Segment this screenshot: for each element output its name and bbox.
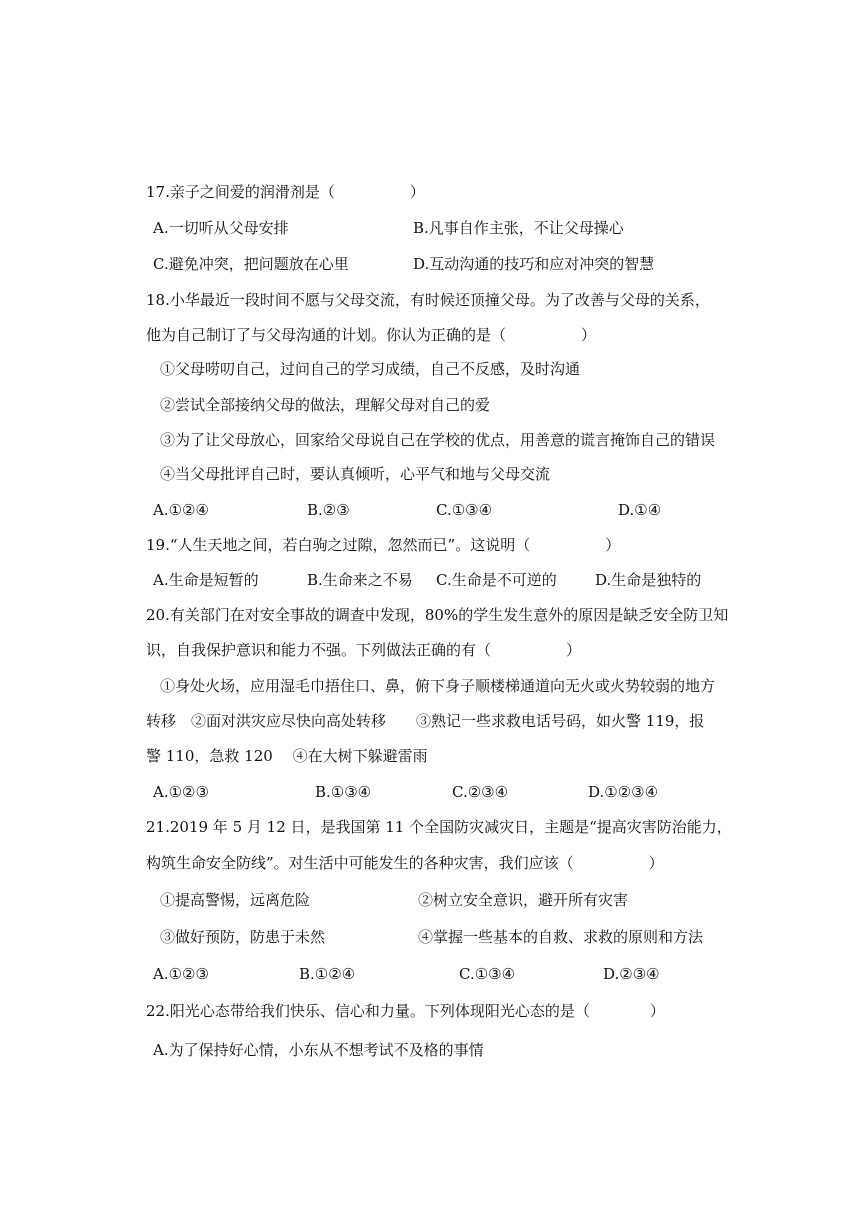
question-21-option-a: A.①②③	[153, 965, 209, 983]
question-21-option-b: B.①②④	[299, 965, 356, 983]
question-18-option-a: A.①②④	[153, 501, 209, 519]
question-19-option-c: C.生命是不可逆的	[436, 571, 557, 589]
question-18-item-1: ①父母唠叨自己，过问自己的学习成绩，自己不反感，及时沟通	[160, 360, 581, 378]
question-20-option-d: D.①②③④	[588, 783, 659, 801]
question-17-option-b: B.凡事自作主张，不让父母操心	[413, 219, 624, 237]
question-20-stem-line-1: 20.有关部门在对安全事故的调查中发现，80%的学生发生意外的原因是缺乏安全防卫知	[146, 606, 729, 624]
question-18-option-b: B.②③	[307, 501, 350, 519]
question-18-stem-line-1: 18.小华最近一段时间不愿与父母交流，有时候还顶撞父母。为了改善与父母的关系，	[146, 291, 710, 309]
question-21-option-d: D.②③④	[603, 965, 660, 983]
question-18-item-3: ③为了让父母放心，回家给父母说自己在学校的优点，用善意的谎言掩饰自己的错误	[160, 431, 716, 449]
question-19-option-a: A.生命是短暂的	[153, 571, 259, 589]
question-20-option-c: C.②③④	[452, 783, 509, 801]
question-21-option-c: C.①③④	[459, 965, 516, 983]
question-18-item-2: ②尝试全部接纳父母的做法，理解父母对自己的爱	[160, 396, 491, 414]
question-22-stem: 22.阳光心态带给我们快乐、信心和力量。下列体现阳光心态的是（ ）	[146, 1002, 665, 1020]
question-20-body-line-3: 警 110，急救 120 ④在大树下躲避雷雨	[146, 747, 428, 765]
question-18-item-4: ④当父母批评自己时，要认真倾听，心平气和地与父母交流	[160, 465, 551, 483]
question-17-option-c: C.避免冲突，把问题放在心里	[153, 255, 349, 273]
question-20-option-a: A.①②③	[153, 783, 209, 801]
question-18-option-c: C.①③④	[436, 501, 493, 519]
question-19-stem: 19.“人生天地之间，若白驹之过隙，忽然而已”。这说明（ ）	[146, 536, 621, 554]
question-17-option-a: A.一切听从父母安排	[153, 219, 289, 237]
question-19-option-b: B.生命来之不易	[307, 571, 413, 589]
question-20-body-line-2: 转移 ②面对洪灾应尽快向高处转移 ③熟记一些求救电话号码，如火警 119，报	[146, 712, 705, 730]
question-22-option-a: A.为了保持好心情，小东从不想考试不及格的事情	[153, 1041, 484, 1059]
question-20-stem-line-2: 识，自我保护意识和能力不强。下列做法正确的有（ ）	[146, 641, 582, 659]
question-21-item-1: ①提高警惕，远离危险	[160, 891, 311, 909]
question-20-body-line-1: ①身处火场，应用湿毛巾捂住口、鼻，俯下身子顺楼梯通道向无火或火势较弱的地方	[160, 677, 716, 695]
question-18-option-d: D.①④	[618, 501, 662, 519]
question-17-option-d: D.互动沟通的技巧和应对冲突的智慧	[413, 255, 655, 273]
question-19-option-d: D.生命是独特的	[595, 571, 702, 589]
question-21-item-4: ④掌握一些基本的自救、求救的原则和方法	[418, 928, 704, 946]
question-21-item-3: ③做好预防，防患于未然	[160, 928, 326, 946]
question-17-stem: 17.亲子之间爱的润滑剂是（ ）	[146, 183, 425, 201]
question-21-stem-line-2: 构筑生命安全防线”。对生活中可能发生的各种灾害，我们应该（ ）	[146, 854, 664, 872]
question-18-stem-line-2: 他为自己制订了与父母沟通的计划。你认为正确的是（ ）	[146, 326, 597, 344]
question-20-option-b: B.①③④	[315, 783, 372, 801]
question-21-stem-line-1: 21.2019 年 5 月 12 日，是我国第 11 个全国防灾减灾日，主题是“提高灾害防治能力，	[146, 818, 732, 836]
question-21-item-2: ②树立安全意识，避开所有灾害	[418, 891, 629, 909]
